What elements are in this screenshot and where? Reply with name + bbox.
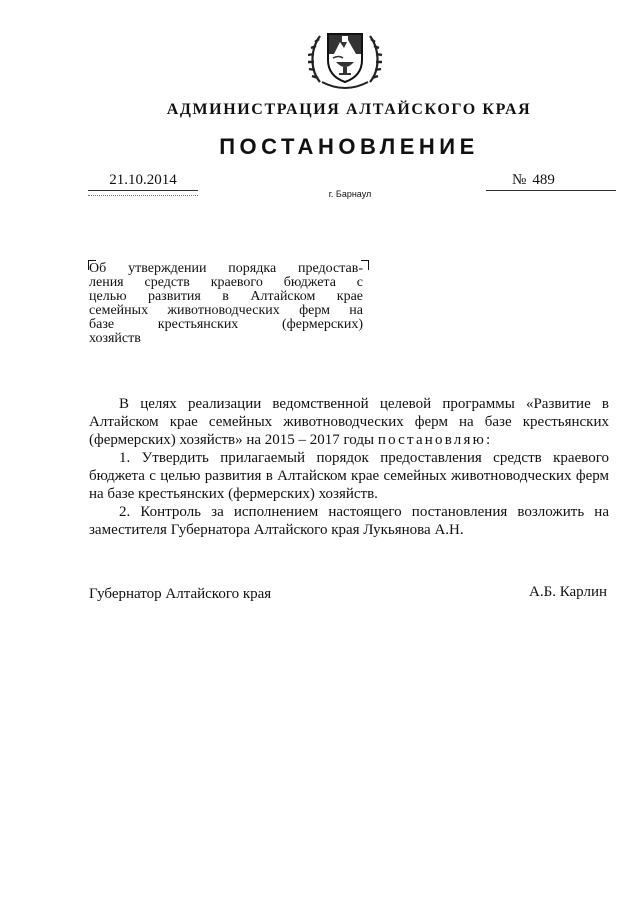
- subject-line: семейных животноводческих ферм на: [89, 303, 363, 318]
- intro-text: В целях реализации ведомственной целевой программы «Развитие в Алтайском крае семейных животноводческих ферм на базе крестьянских (фермерских) хозяйств» на 2015 – 2017 годы: [89, 396, 609, 448]
- signatory-title: Губернатор Алтайского края: [89, 586, 272, 602]
- number-sign: №: [512, 172, 527, 188]
- document-body: [89, 395, 609, 539]
- signatory-name: А.Б. Карлин: [529, 584, 608, 600]
- subject-line: целью развития в Алтайском крае: [89, 289, 363, 304]
- item-1-paragraph: 1. Утвердить прилагаемый порядок предоставления средств краевого бюджета с целью развития в Алтайском крае семейных животноводческих ферм на базе крестьянских (фермерских) хозяйств.: [89, 450, 609, 502]
- document-date: 21.10.2014: [88, 172, 198, 191]
- resolve-word: постановляю:: [377, 432, 493, 448]
- number-value: 489: [532, 172, 555, 188]
- subject-line: Об утверждении порядка предостав-: [89, 261, 363, 276]
- city-name: г. Барнаул: [328, 189, 372, 199]
- subject-line: базе крестьянских (фермерских): [89, 317, 363, 332]
- intro-paragraph: [89, 395, 609, 449]
- organization-title: АДМИНИСТРАЦИЯ АЛТАЙСКОГО КРАЯ: [166, 101, 532, 118]
- altai-krai-coat-of-arms-icon: [306, 20, 384, 98]
- document-type-title: ПОСТАНОВЛЕНИЕ: [219, 134, 479, 159]
- subject-line: хозяйств: [89, 331, 141, 346]
- document-subject: [89, 262, 363, 346]
- subject-line: ления средств краевого бюджета с: [89, 275, 363, 290]
- item-2-paragraph: 2. Контроль за исполнением настоящего постановления возложить на заместителя Губернатора Алтайского края Лукьянова А.Н.: [89, 504, 609, 538]
